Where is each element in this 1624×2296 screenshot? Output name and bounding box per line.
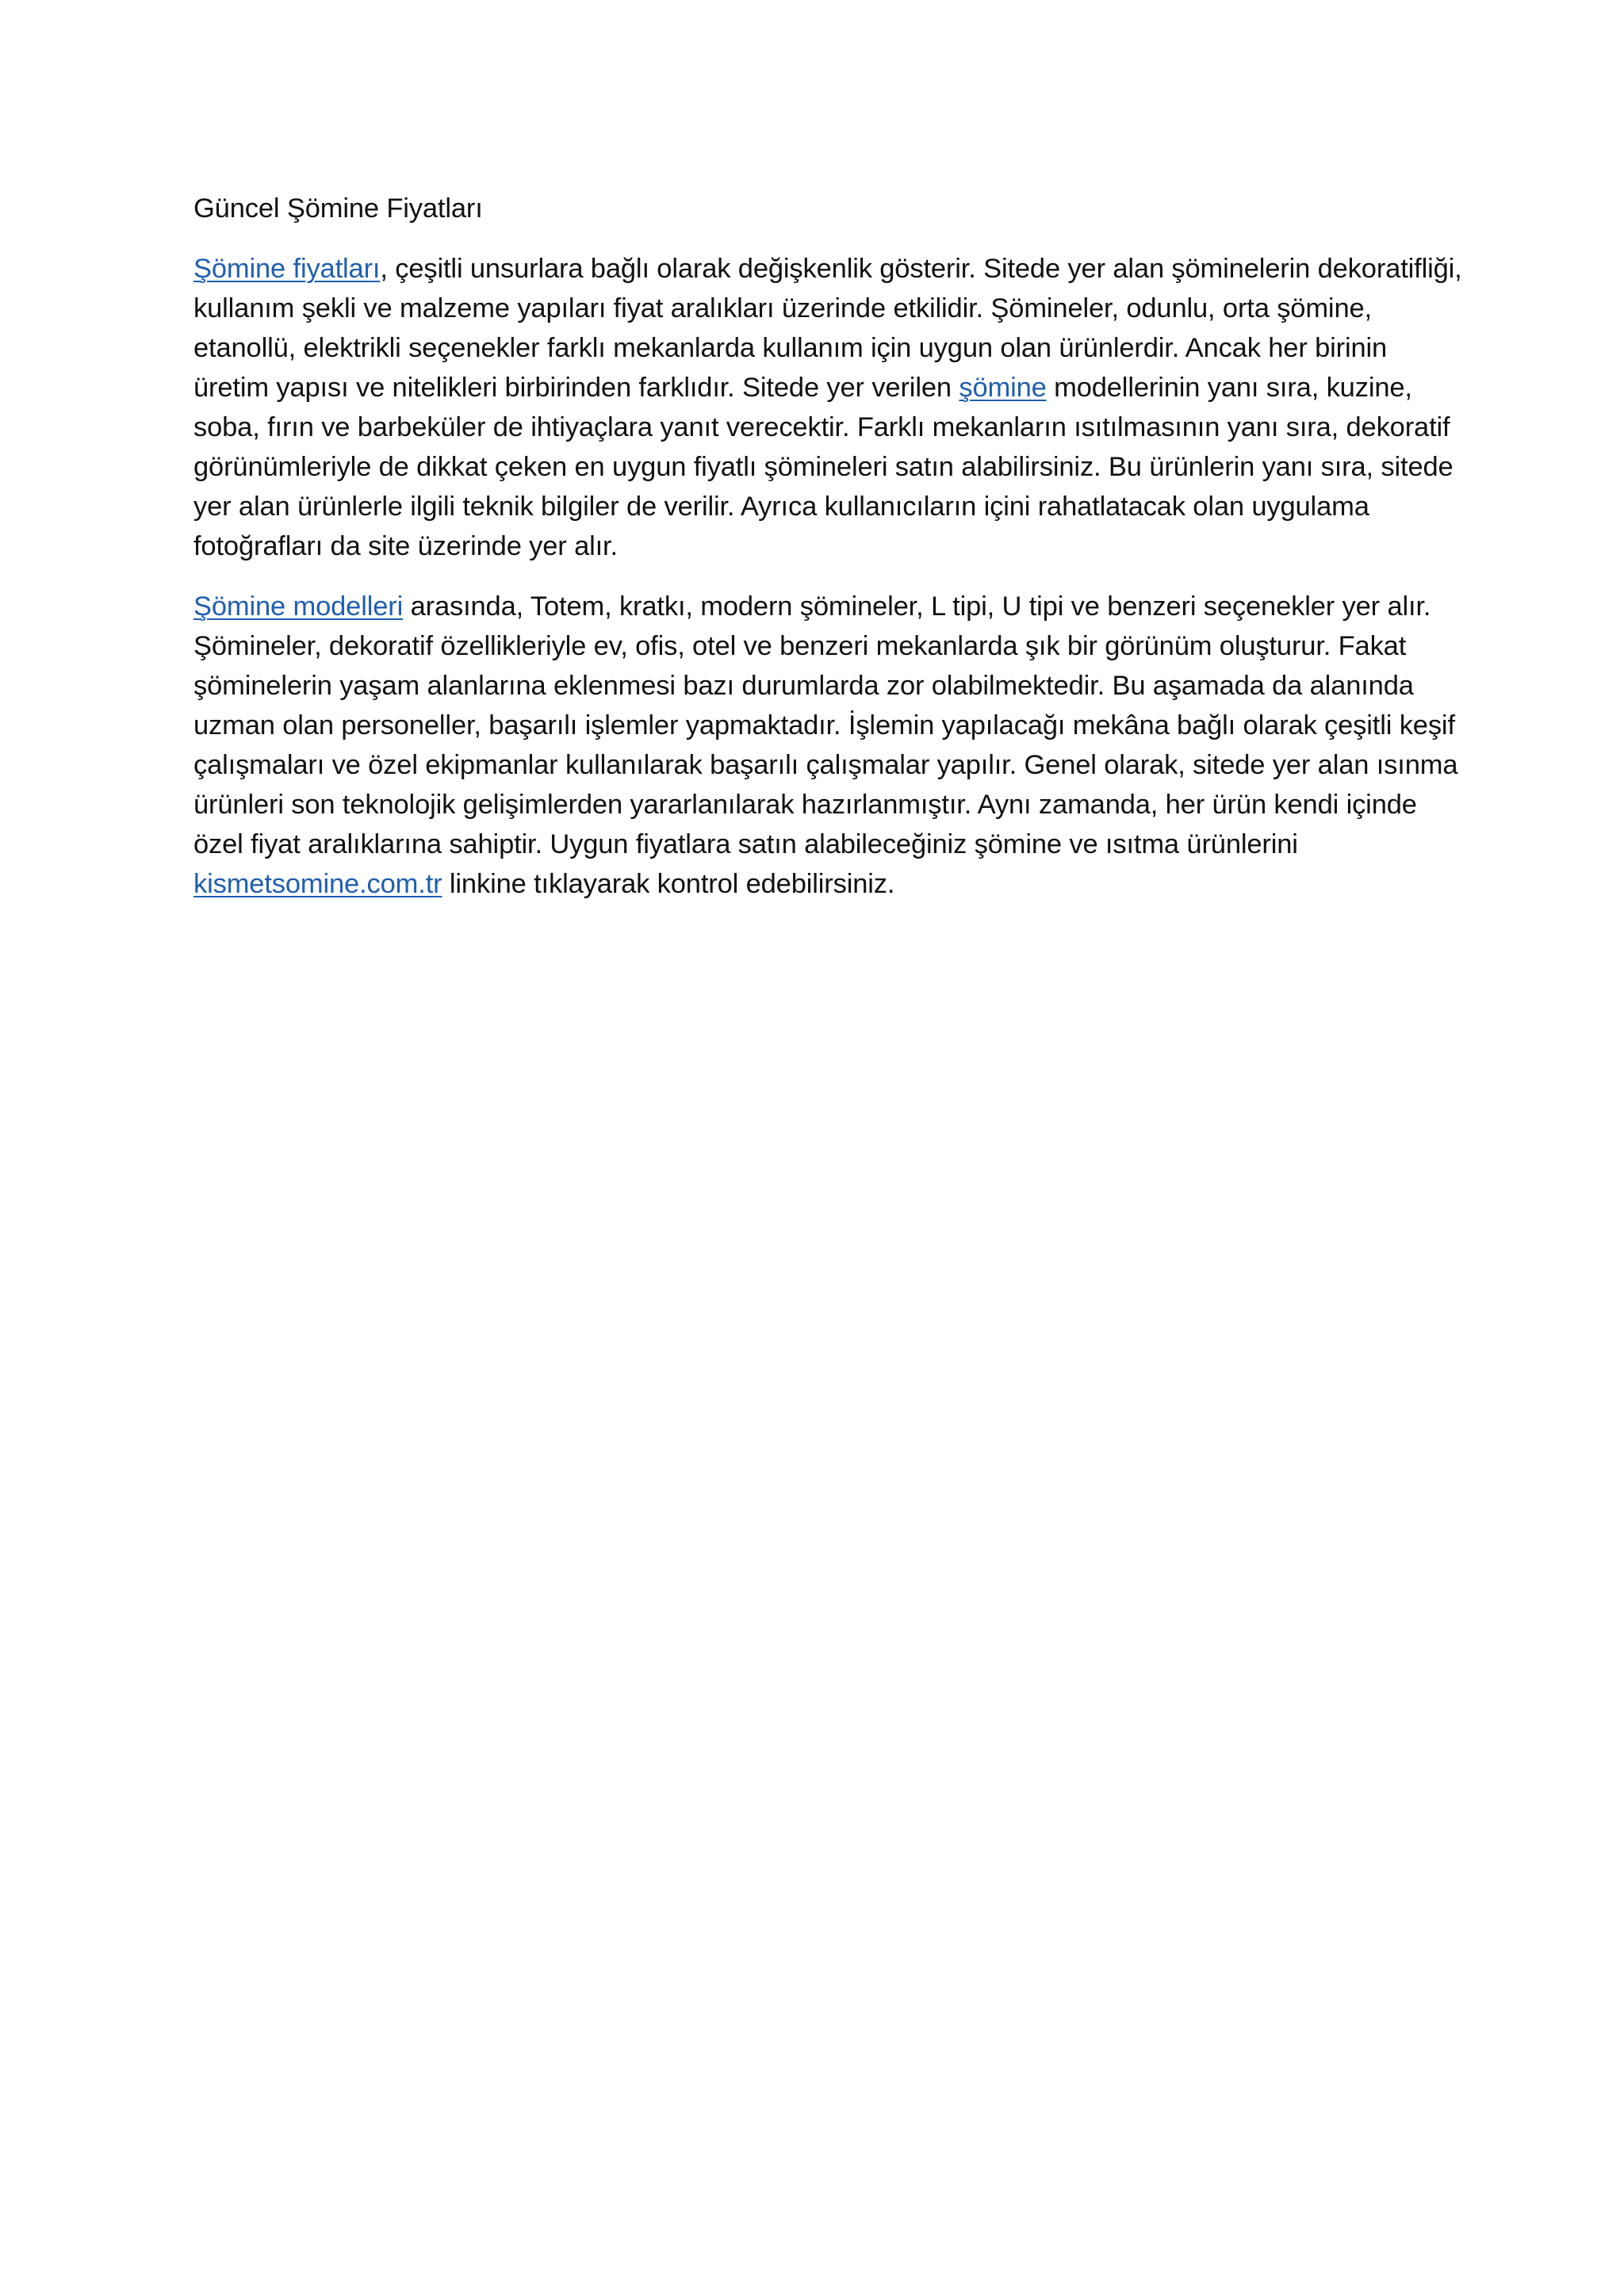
link-somine[interactable]: şömine xyxy=(959,373,1047,403)
paragraph-models xyxy=(193,587,1462,904)
link-kismetsomine[interactable]: kismetsomine.com.tr xyxy=(193,869,442,899)
document-title: Güncel Şömine Fiyatları xyxy=(193,193,483,224)
document-body xyxy=(193,189,1462,924)
paragraph-models-text-1: arasında, Totem, kratkı, modern şömineler, L tipi, U tipi ve benzeri seçenekler yer alır. Şömineler, dekoratif özellikleriyle ev, ofis, otel ve benzeri mekanlarda şık bir görünüm oluşturur. Fakat şöminelerin yaşam alanlarına eklenmesi bazı durumlarda zor olabilmektedir. Bu aşamada da alanında uzman olan personeller, başarılı işlemler yapmaktadır. İşlemin yapılacağı mekâna bağlı olarak çeşitli keşif çalışmaları ve özel ekipmanlar kullanılarak başarılı çalışmalar yapılır. Genel olarak, sitede yer alan ısınma ürünleri son teknolojik gelişimlerden yararlanılarak hazırlanmıştır. Aynı zamanda, her ürün kendi içinde özel fiyat aralıklarına sahiptir. Uygun fiyatlara satın alabileceğiniz şömine ve ısıtma ürünlerini xyxy=(193,591,1458,859)
paragraph-prices-text-1: , çeşitli unsurlara bağlı olarak değişkenlik gösterir. Sitede yer alan şöminelerin dekoratifliği, kullanım şekli ve malzeme yapıları fiyat aralıkları üzerinde etkilidir. Şömineler, odunlu, orta şömine, etanollü, elektrikli seçenekler farklı mekanlarda kullanım için uygun olan ürünlerdir. Ancak her birinin üretim yapısı ve nitelikleri birbirinden farklıdır. Sitede yer verilen xyxy=(193,254,1462,403)
paragraph-models-text-2: linkine tıklayarak kontrol edebilirsiniz. xyxy=(442,869,895,899)
paragraph-prices xyxy=(193,249,1462,566)
paragraph-prices-text-2: modellerinin yanı sıra, kuzine, soba, fırın ve barbeküler de ihtiyaçlara yanıt verecektir. Farklı mekanların ısıtılmasının yanı sıra, dekoratif görünümleriyle de dikkat çeken en uygun fiyatlı şömineleri satın alabilirsiniz. Bu ürünlerin yanı sıra, sitede yer alan ürünlerle ilgili teknik bilgiler de verilir. Ayrıca kullanıcıların içini rahatlatacak olan uygulama fotoğrafları da site üzerinde yer alır. xyxy=(193,373,1454,561)
link-somine-fiyatlari[interactable]: Şömine fiyatları xyxy=(193,254,381,284)
link-somine-modelleri[interactable]: Şömine modelleri xyxy=(193,591,404,622)
